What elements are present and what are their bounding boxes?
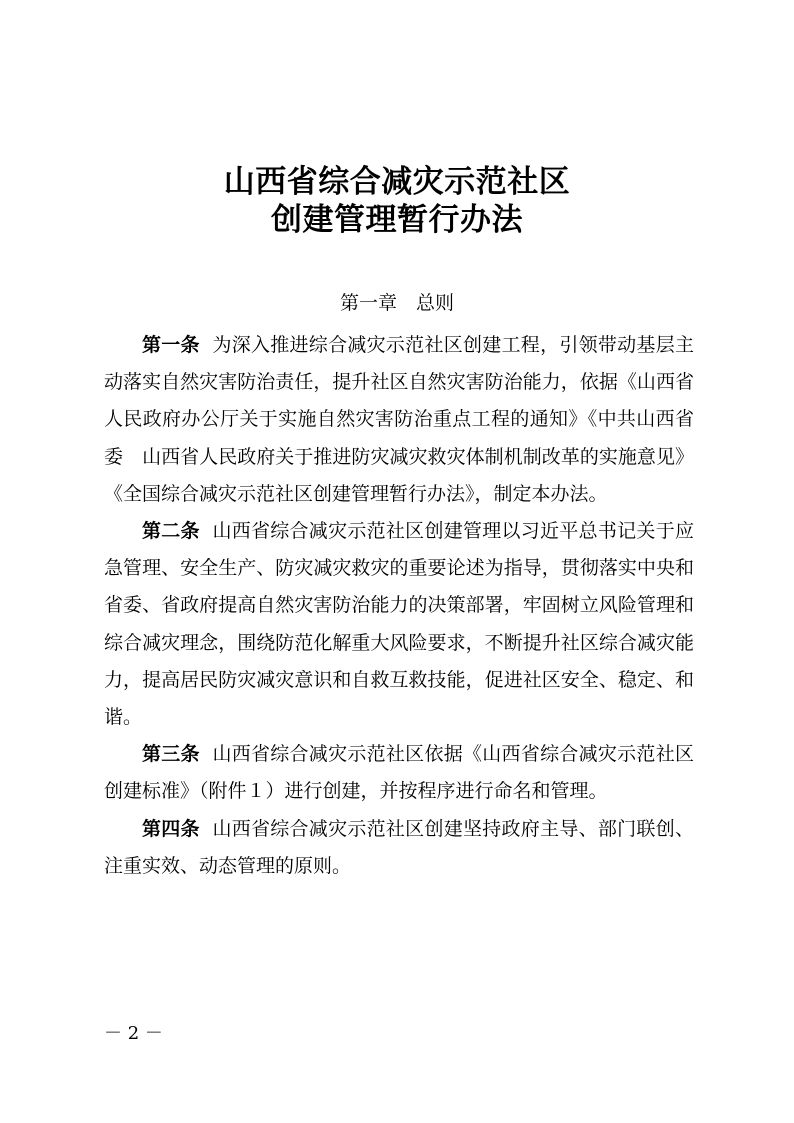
article-text: 山西省综合减灾示范社区创建坚持政府主导、部门联创、注重实效、动态管理的原则。 xyxy=(104,817,694,877)
document-title-line-2: 创建管理暂行办法 xyxy=(271,202,523,238)
document-body xyxy=(104,327,694,885)
article-1 xyxy=(104,327,694,513)
article-number: 第三条 xyxy=(142,743,200,766)
article-text: 山西省综合减灾示范社区依据《山西省综合减灾示范社区创建标准》（附件１）进行创建，并按程序进行命名和管理。 xyxy=(104,743,694,803)
article-text: 为深入推进综合减灾示范社区创建工程，引领带动基层主动落实自然灾害防治责任，提升社区自然灾害防治能力，依据《山西省人民政府办公厅关于实施自然灾害防治重点工程的通知》《中共山西省委 山西省人民政府关于推进防灾减灾救灾体制机制改革的实施意见》《全国综合减灾示范社区创建管理暂行办法》，制定本办法。 xyxy=(104,334,694,505)
article-number: 第二条 xyxy=(142,520,200,543)
article-4 xyxy=(104,811,694,885)
document-title-line-1: 山西省综合减灾示范社区 xyxy=(223,164,571,200)
article-3 xyxy=(104,736,694,810)
chapter-heading: 第一章 总则 xyxy=(339,292,454,314)
article-number: 第四条 xyxy=(142,817,200,840)
article-text: 山西省综合减灾示范社区创建管理以习近平总书记关于应急管理、安全生产、防灾减灾救灾的重要论述为指导，贯彻落实中央和省委、省政府提高自然灾害防治能力的决策部署，牢固树立风险管理和综合减灾理念，围绕防范化解重大风险要求，不断提升社区综合减灾能力，提高居民防灾减灾意识和自救互救技能，促进社区安全、稳定、和谐。 xyxy=(104,520,694,729)
page-number: － 2 － xyxy=(104,1023,163,1044)
article-number: 第一条 xyxy=(142,334,200,356)
article-2 xyxy=(104,513,694,736)
